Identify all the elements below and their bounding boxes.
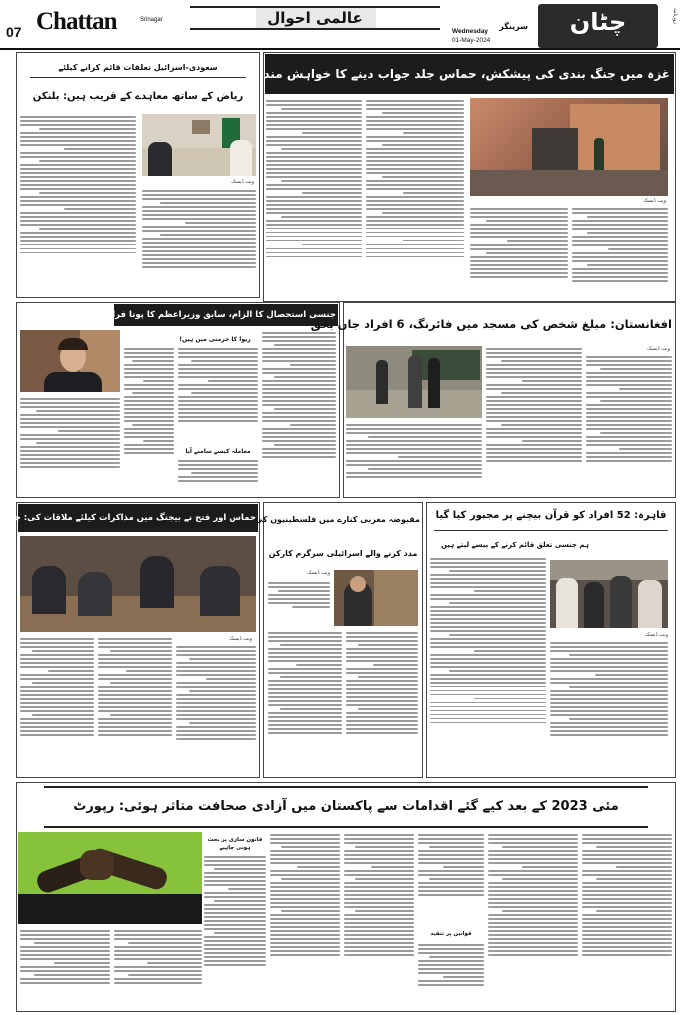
gaza-photo <box>470 98 668 196</box>
hamas-photo-person-2 <box>78 572 112 616</box>
press-sub2: قوانین پر تنقید <box>430 931 472 937</box>
cairo-photo-crowd-2 <box>584 582 604 628</box>
saudi-kicker: سعودی-اسرائیل تعلقات قائم کرانے کیلئے <box>58 63 218 72</box>
weekday: Wednesday <box>452 28 489 35</box>
cairo-sub: ہم جنسی تعلق قائم کرنے کے پیسے لیتے ہیں <box>440 541 589 549</box>
saudi-photo-portrait <box>192 120 210 134</box>
saudi-photo <box>142 114 256 176</box>
imran-col-4 <box>124 346 174 494</box>
saudi-col-1 <box>142 188 256 294</box>
saudi-photo-person-right <box>230 140 252 176</box>
imran-photo-shoulders <box>44 372 102 392</box>
press-photo <box>18 832 202 924</box>
gaza-headline-bar <box>265 54 674 94</box>
imran-sub1: ریوا کا جرمنی میں ہیں! <box>179 336 251 343</box>
section-title: عالمی احوال <box>267 9 363 27</box>
afghan-photo-truck <box>412 350 480 380</box>
west-bank-col-2 <box>346 630 418 774</box>
hamas-byline: ویب ڈیسک <box>229 636 252 642</box>
hamas-photo <box>20 536 256 632</box>
afghan-col-2 <box>486 346 582 494</box>
cairo-headline-rule <box>434 530 668 531</box>
press-col-h <box>488 832 578 1008</box>
hamas-col-1 <box>176 644 256 774</box>
hamas-headline: حماس اور فتح نے بیجنگ میں مذاکرات کیلئے ملاقات کی: چین <box>3 513 256 523</box>
gaza-col-3 <box>366 98 464 298</box>
cairo-col-2 <box>430 556 546 774</box>
gaza-caption: ویب ڈیسک <box>643 198 666 204</box>
cairo-byline: ویب ڈیسک <box>645 632 668 638</box>
press-col-a <box>204 854 266 1008</box>
press-sub1: قانون سازی پر بحث ہونی چاہیے <box>207 837 263 851</box>
press-headline-frame <box>44 786 648 828</box>
cairo-col-1 <box>550 640 668 774</box>
logo-prefix: روزنامہ <box>672 8 678 24</box>
gaza-headline: غزہ میں جنگ بندی کی پیشکش، حماس جلد جواب دینے کا خواہش مند <box>263 67 670 81</box>
afghan-photo-guard-1 <box>376 360 388 404</box>
hamas-headline-bar <box>3 504 258 532</box>
hamas-photo-person-4 <box>200 566 240 616</box>
date-label: 01-May-2024 <box>452 37 491 44</box>
city-urdu: سرینگر <box>499 22 528 31</box>
cairo-photo-crowd-4 <box>638 580 662 628</box>
west-bank-col-3 <box>268 630 342 774</box>
brand-logo-latin: Chattan <box>36 8 117 35</box>
saudi-caption: ویب ڈیسک <box>231 179 254 185</box>
imran-photo <box>20 330 120 392</box>
press-col-b <box>20 928 110 1008</box>
press-col-i <box>582 832 672 1008</box>
afghan-col-3 <box>346 422 482 494</box>
section-banner <box>190 6 440 30</box>
hamas-col-3 <box>20 636 94 774</box>
logo-urdu: چٹان <box>569 8 627 36</box>
press-headline: مئی 2023 کے بعد کیے گئے اقدامات سے پاکستان میں آزادی صحافت متاثر ہوئی: رپورٹ <box>73 799 619 814</box>
afghan-col-1 <box>586 354 672 494</box>
imran-col-1 <box>262 330 336 494</box>
cairo-photo-crowd-3 <box>610 576 632 628</box>
cairo-photo-sky <box>550 560 668 580</box>
masthead-rule <box>0 48 680 50</box>
imran-headline: جنسی استحصال کا الزام، سابق وزیراعظم کا پوتا فرار <box>107 310 336 320</box>
city-label: Srinagar <box>140 17 163 23</box>
gaza-col-4 <box>266 98 362 298</box>
press-col-e <box>344 832 414 1008</box>
west-bank-headline-2: مدد کرنے والے اسرائیلی سرگرم کارکن <box>268 549 418 558</box>
page-number: 07 <box>6 24 22 40</box>
saudi-kicker-rule <box>30 77 246 78</box>
afghan-byline: ویب ڈیسک <box>647 346 670 352</box>
west-bank-col-1 <box>268 580 330 628</box>
gaza-photo-rubble <box>470 170 668 196</box>
imran-col-3 <box>178 458 258 494</box>
saudi-photo-person-left <box>148 142 172 176</box>
cairo-headline: قاہرہ: 52 افراد کو قرآن بیچنے پر مجبور کیا گیا <box>435 510 667 521</box>
hamas-photo-person-1 <box>32 566 66 614</box>
cairo-photo <box>550 560 668 628</box>
gaza-col-1 <box>572 206 668 298</box>
press-col-d <box>270 832 340 1008</box>
west-bank-photo-face <box>350 576 366 592</box>
logo-urdu-block <box>538 4 658 48</box>
afghan-photo <box>346 346 482 418</box>
imran-photo-hair <box>58 338 88 350</box>
hamas-col-2 <box>98 636 172 774</box>
imran-sub2: معاملہ کیسے سامنے آیا <box>185 448 251 455</box>
imran-col-5 <box>20 396 120 494</box>
masthead <box>0 0 680 50</box>
afghan-photo-guard-3 <box>428 358 440 408</box>
press-photo-fist <box>80 850 114 880</box>
press-col-f <box>418 832 484 926</box>
press-col-c <box>114 928 202 1008</box>
press-col-g <box>418 942 484 1008</box>
afghan-photo-guard-2 <box>408 356 422 408</box>
gaza-col-2 <box>470 206 568 298</box>
west-bank-byline: ویب ڈیسک <box>307 570 330 576</box>
saudi-headline: ریاض کے ساتھ معاہدے کے قریب ہیں: بلنکن <box>32 91 244 102</box>
west-bank-photo-shelf <box>374 570 418 626</box>
press-photo-sleeve <box>18 894 202 924</box>
west-bank-headline-1: مقبوضہ مغربی کنارے میں فلسطینیوں کی <box>254 515 420 524</box>
imran-col-2 <box>178 346 258 446</box>
afghan-headline: افغانستان: مبلغ شخص کی مسجد میں فائرنگ، 6 افراد جاں بحق <box>310 317 672 331</box>
cairo-photo-crowd-1 <box>556 578 578 628</box>
west-bank-photo <box>334 570 418 626</box>
imran-headline-bar <box>107 304 338 326</box>
hamas-photo-person-3 <box>140 556 174 608</box>
saudi-col-2 <box>20 114 136 294</box>
